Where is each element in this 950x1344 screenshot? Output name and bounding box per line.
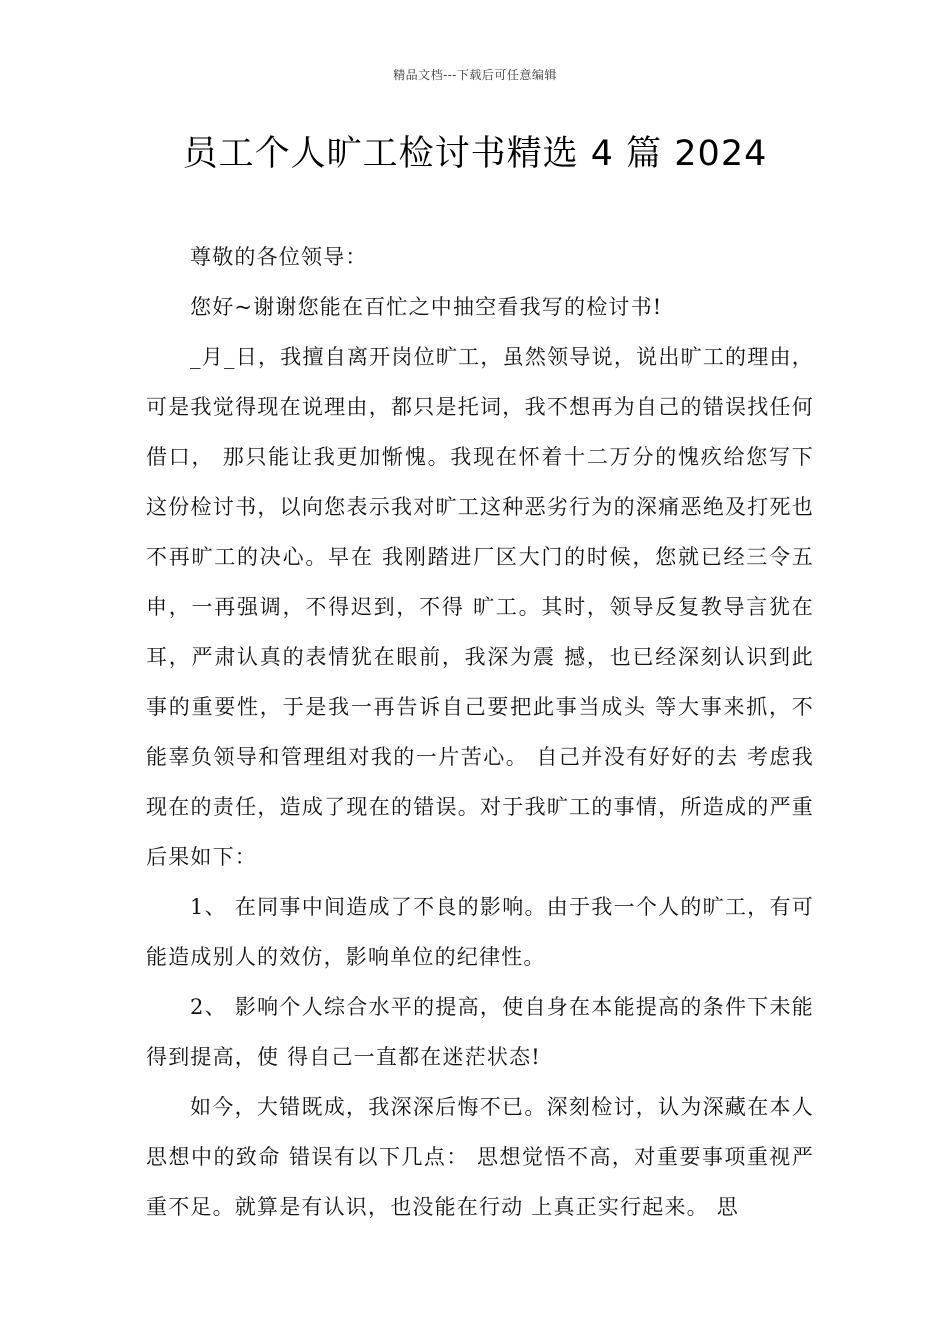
document-body	[146, 232, 814, 1232]
document-title: 员工个人旷工检讨书精选 4 篇 2024	[182, 134, 768, 174]
consequence-paragraph-1: 1、 在同事中间造成了不良的影响。由于我一个人的旷工，有可能造成别人的效仿，影响单位的纪律性。	[146, 895, 814, 969]
main-paragraph: _月_日，我擅自离开岗位旷工，虽然领导说，说出旷工的理由， 可是我觉得现在说理由，都只是托词，我不想再为自己的错误找任何借口， 那只能让我更加惭愧。我现在怀着十二万分的愧疚给您写下这份检讨书，以向您表示我对旷工这种恶劣行为的深痛恶绝及打死也不再旷工的决心。早在 我刚踏进厂区大门的时候，您就已经三令五申，一再强调，不得迟到，不得 旷工。其时，领导反复教导言犹在耳，严肃认真的表情犹在眼前，我深为震 撼，也已经深刻认识到此事的重要性，于是我一再告诉自己要把此事当成头 等大事来抓，不能辜负领导和管理组对我的一片苦心。 自己并没有好好的去 考虑我现在的责任，造成了现在的错误。对于我旷工的事情，所造成的严重后果如下：	[146, 345, 814, 869]
reflection-paragraph: 如今，大错既成，我深深后悔不已。深刻检讨，认为深藏在本人思想中的致命 错误有以下几点： 思想觉悟不高，对重要事项重视严重不足。就算是有认识，也没能在行动 上真正实行起来。 思	[146, 1095, 814, 1219]
header-note: 精品文档---下载后可任意编辑	[393, 68, 557, 82]
salutation-paragraph: 尊敬的各位领导：	[190, 245, 368, 269]
consequence-paragraph-2: 2、 影响个人综合水平的提高，使自身在本能提高的条件下未能得到提高，使 得自己一直都在迷茫状态!	[146, 995, 814, 1069]
greeting-paragraph: 您好~谢谢您能在百忙之中抽空看我写的检讨书!	[190, 295, 663, 319]
